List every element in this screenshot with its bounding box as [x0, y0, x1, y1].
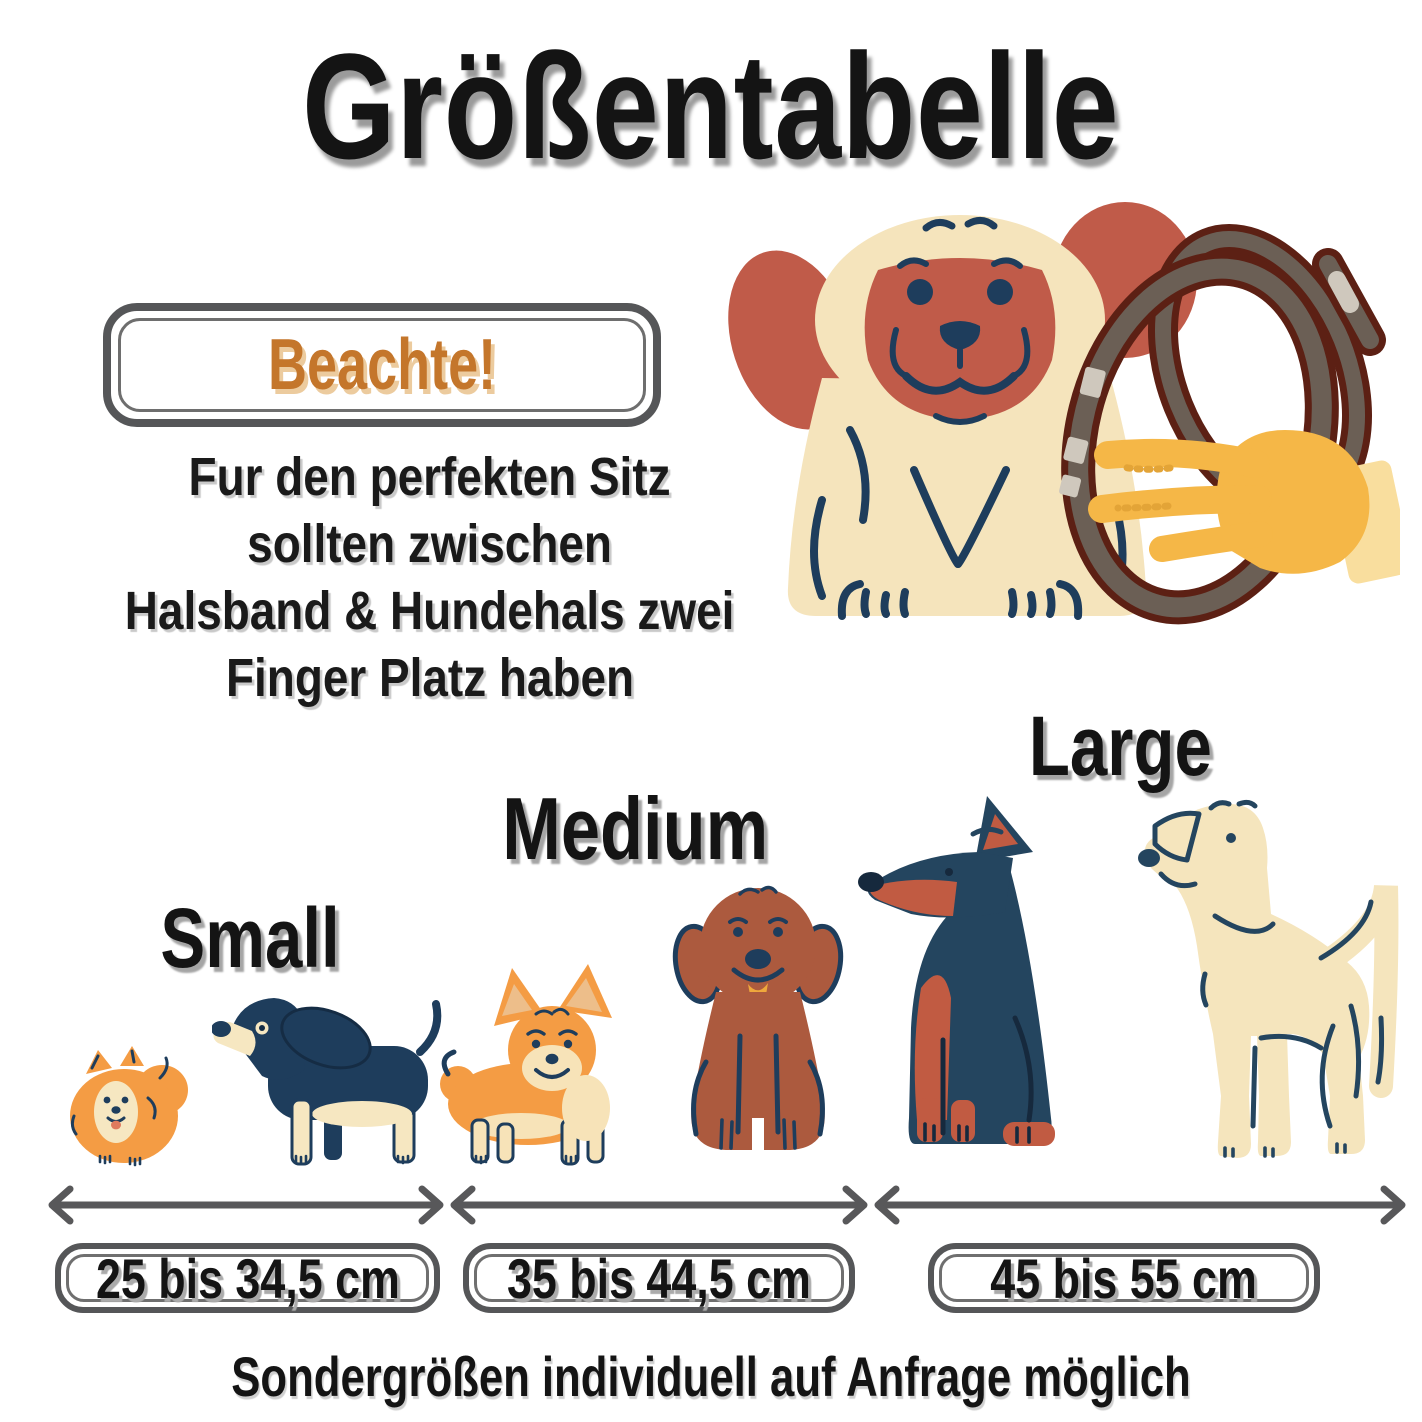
footer-note: Sondergrößen individuell auf Anfrage möglich [231, 1345, 1191, 1408]
pug-left-eye [907, 279, 933, 305]
note-label: Beachte! [267, 325, 497, 405]
range-large: 45 bis 55 cm [990, 1246, 1258, 1310]
note-line-1: Fur den perfekten Sitz [188, 447, 672, 507]
note-line-3: Halsband & Hundehals zwei [125, 581, 735, 641]
arrow-small [52, 1189, 440, 1221]
pomeranian-illustration [62, 1038, 202, 1168]
range-medium: 35 bis 44,5 cm [507, 1246, 811, 1310]
size-label-large: Large [1028, 699, 1212, 793]
corgi-illustration [436, 962, 661, 1167]
large-dog-illustration [1015, 796, 1407, 1168]
size-label-small: Small [160, 891, 340, 985]
note-text [40, 444, 820, 712]
note-box-inner [118, 318, 646, 412]
range-small: 25 bis 34,5 cm [95, 1246, 400, 1310]
retriever-illustration [652, 866, 864, 1168]
range-box-medium [463, 1243, 855, 1313]
arrow-medium [454, 1189, 864, 1221]
range-box-small [55, 1243, 440, 1313]
dachshund-illustration [212, 988, 447, 1168]
pug-right-eye [987, 279, 1013, 305]
page-title-text: Größentabelle [302, 22, 1120, 190]
note-line-2: sollten zwischen [247, 514, 613, 574]
size-label-medium: Medium [502, 779, 768, 878]
note-line-4: Finger Platz haben [225, 648, 635, 708]
arrow-large [878, 1189, 1402, 1221]
size-range-arrows [40, 1180, 1415, 1230]
range-box-large [928, 1243, 1320, 1313]
note-box [103, 303, 661, 427]
page-title [0, 22, 1422, 190]
